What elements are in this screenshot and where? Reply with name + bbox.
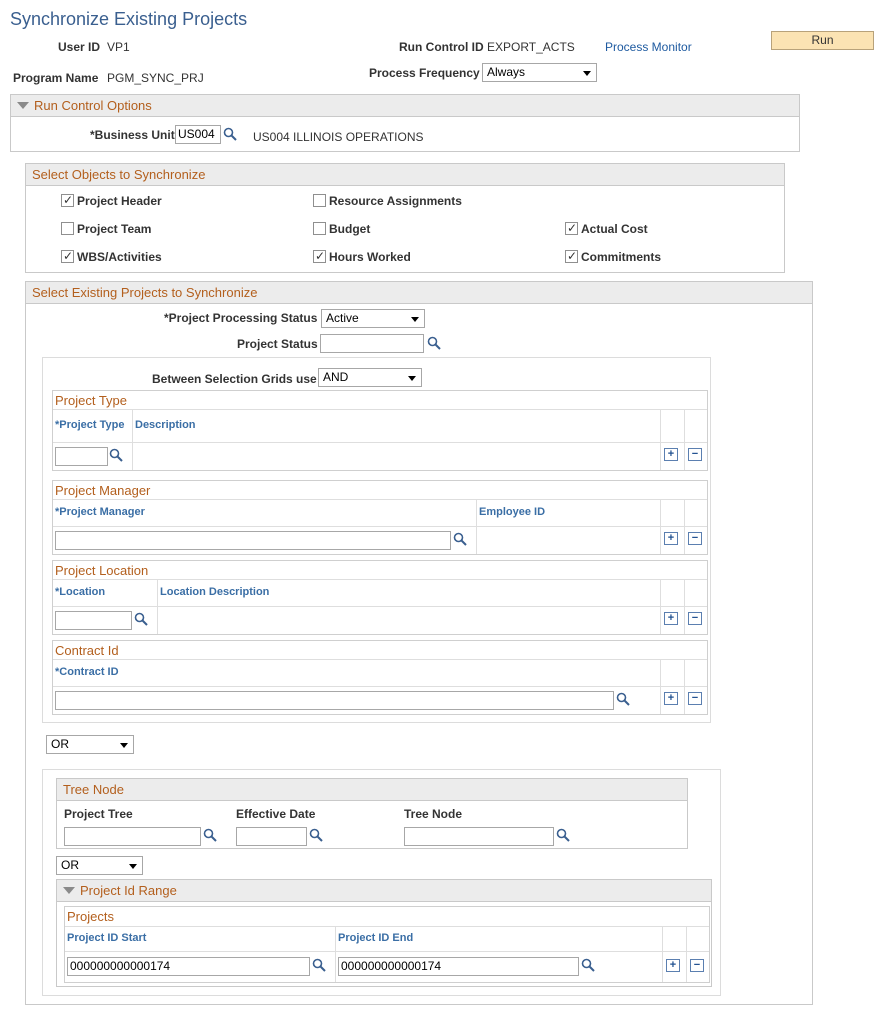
project-status-input[interactable] xyxy=(320,334,424,353)
business-unit-label: *Business Unit xyxy=(90,128,175,142)
add-row-button[interactable]: + xyxy=(664,532,678,545)
project-type-col: *Project Type xyxy=(55,419,125,431)
search-icon[interactable] xyxy=(223,127,237,141)
user-id-value: VP1 xyxy=(107,40,130,54)
or-select-value: OR xyxy=(61,858,79,872)
project-tree-label: Project Tree xyxy=(64,807,133,821)
delete-row-button[interactable]: − xyxy=(688,532,702,545)
projects-grid-title: Projects xyxy=(67,909,114,924)
processing-status-value: Active xyxy=(326,311,359,325)
checkbox-project-header[interactable] xyxy=(61,194,74,207)
search-icon[interactable] xyxy=(203,828,217,842)
checkbox-wbs-activities[interactable] xyxy=(61,250,74,263)
checkbox-label: Budget xyxy=(329,222,371,236)
processing-status-label: *Project Processing Status xyxy=(164,311,318,325)
or-select-value: OR xyxy=(51,737,69,751)
search-icon[interactable] xyxy=(312,958,326,972)
delete-row-button[interactable]: − xyxy=(688,448,702,461)
delete-row-button[interactable]: − xyxy=(690,959,704,972)
between-grids-select[interactable] xyxy=(318,368,422,387)
existing-projects-header: Select Existing Projects to Synchronize xyxy=(25,281,813,304)
chevron-down-icon xyxy=(408,376,416,381)
process-frequency-value: Always xyxy=(487,65,526,79)
project-id-start-col: Project ID Start xyxy=(67,932,147,944)
project-id-end-input[interactable]: 000000000000174 xyxy=(338,957,579,976)
search-icon[interactable] xyxy=(109,448,123,462)
run-control-label: Run Control ID xyxy=(399,40,484,54)
or-select-1[interactable] xyxy=(46,735,134,754)
delete-row-button[interactable]: − xyxy=(688,692,702,705)
id-range-header[interactable] xyxy=(56,879,712,902)
checkbox-label: Resource Assignments xyxy=(329,194,462,208)
chevron-down-icon xyxy=(411,317,419,322)
collapse-triangle-icon[interactable] xyxy=(17,102,29,109)
chevron-down-icon xyxy=(583,71,591,76)
project-id-start-input[interactable]: 000000000000174 xyxy=(67,957,310,976)
process-frequency-label: Process Frequency xyxy=(369,66,480,80)
page-title: Synchronize Existing Projects xyxy=(10,9,248,29)
add-row-button[interactable]: + xyxy=(664,612,678,625)
search-icon[interactable] xyxy=(453,532,467,546)
search-icon[interactable] xyxy=(309,828,323,842)
checkbox-resource-assignments[interactable] xyxy=(313,194,326,207)
between-grids-value: AND xyxy=(323,370,349,384)
search-icon[interactable] xyxy=(581,958,595,972)
effective-date-input[interactable] xyxy=(236,827,307,846)
project-location-grid-title: Project Location xyxy=(55,563,149,578)
or-select-2[interactable] xyxy=(56,856,143,875)
process-monitor-link[interactable]: Process Monitor xyxy=(605,40,692,54)
location-description-col: Location Description xyxy=(160,586,270,598)
search-icon[interactable] xyxy=(134,612,148,626)
check-icon: ✓ xyxy=(567,249,578,263)
project-type-grid-title: Project Type xyxy=(55,393,128,408)
contract-id-col: *Contract ID xyxy=(55,666,119,678)
add-row-button[interactable]: + xyxy=(664,692,678,705)
checkbox-budget[interactable] xyxy=(313,222,326,235)
delete-row-button[interactable]: − xyxy=(688,612,702,625)
checkbox-label: Actual Cost xyxy=(581,222,648,236)
project-manager-grid-title: Project Manager xyxy=(55,483,151,498)
checkbox-label: WBS/Activities xyxy=(77,250,162,264)
objects-header: Select Objects to Synchronize xyxy=(25,163,785,186)
chevron-down-icon xyxy=(129,864,137,869)
tree-node-input[interactable] xyxy=(404,827,554,846)
search-icon[interactable] xyxy=(556,828,570,842)
check-icon: ✓ xyxy=(63,249,74,263)
run-button[interactable]: Run xyxy=(771,31,874,50)
project-status-label: Project Status xyxy=(237,337,318,351)
location-input[interactable] xyxy=(55,611,132,630)
project-manager-col: *Project Manager xyxy=(55,506,145,518)
effective-date-label: Effective Date xyxy=(236,807,316,821)
run-control-options-title: Run Control Options xyxy=(34,98,152,113)
checkbox-label: Commitments xyxy=(581,250,662,264)
check-icon: ✓ xyxy=(315,249,326,263)
check-icon: ✓ xyxy=(567,221,578,235)
business-unit-input[interactable]: US004 xyxy=(175,125,221,144)
checkbox-project-team[interactable] xyxy=(61,222,74,235)
search-icon[interactable] xyxy=(427,336,441,350)
user-id-label: User ID xyxy=(58,40,101,54)
between-grids-label: Between Selection Grids use xyxy=(152,372,317,386)
business-unit-description: US004 ILLINOIS OPERATIONS xyxy=(253,130,424,144)
checkbox-hours-worked[interactable] xyxy=(313,250,326,263)
project-location-grid xyxy=(52,560,708,635)
id-range-title: Project Id Range xyxy=(80,883,177,898)
contract-id-input[interactable] xyxy=(55,691,614,710)
checkbox-commitments[interactable] xyxy=(565,250,578,263)
checkbox-label: Project Header xyxy=(77,194,162,208)
checkbox-label: Hours Worked xyxy=(329,250,411,264)
collapse-triangle-icon[interactable] xyxy=(63,887,75,894)
project-type-input[interactable] xyxy=(55,447,108,466)
check-icon: ✓ xyxy=(63,193,74,207)
description-col: Description xyxy=(135,419,196,431)
program-name-value: PGM_SYNC_PRJ xyxy=(107,71,204,85)
tree-node-label: Tree Node xyxy=(404,807,463,821)
run-control-value: EXPORT_ACTS xyxy=(487,40,575,54)
checkbox-label: Project Team xyxy=(77,222,152,236)
processing-status-select[interactable] xyxy=(321,309,425,328)
project-id-end-col: Project ID End xyxy=(338,932,414,944)
location-col: *Location xyxy=(55,586,106,598)
employee-id-col: Employee ID xyxy=(479,506,546,518)
add-row-button[interactable]: + xyxy=(666,959,680,972)
tree-node-header: Tree Node xyxy=(56,778,688,801)
program-name-label: Program Name xyxy=(13,71,99,85)
project-manager-input[interactable] xyxy=(55,531,451,550)
chevron-down-icon xyxy=(120,743,128,748)
process-frequency-select[interactable] xyxy=(482,63,597,82)
project-tree-input[interactable] xyxy=(64,827,201,846)
run-control-options-header[interactable] xyxy=(10,94,800,117)
add-row-button[interactable]: + xyxy=(664,448,678,461)
contract-grid-title: Contract Id xyxy=(55,643,119,658)
search-icon[interactable] xyxy=(616,692,630,706)
checkbox-actual-cost[interactable] xyxy=(565,222,578,235)
